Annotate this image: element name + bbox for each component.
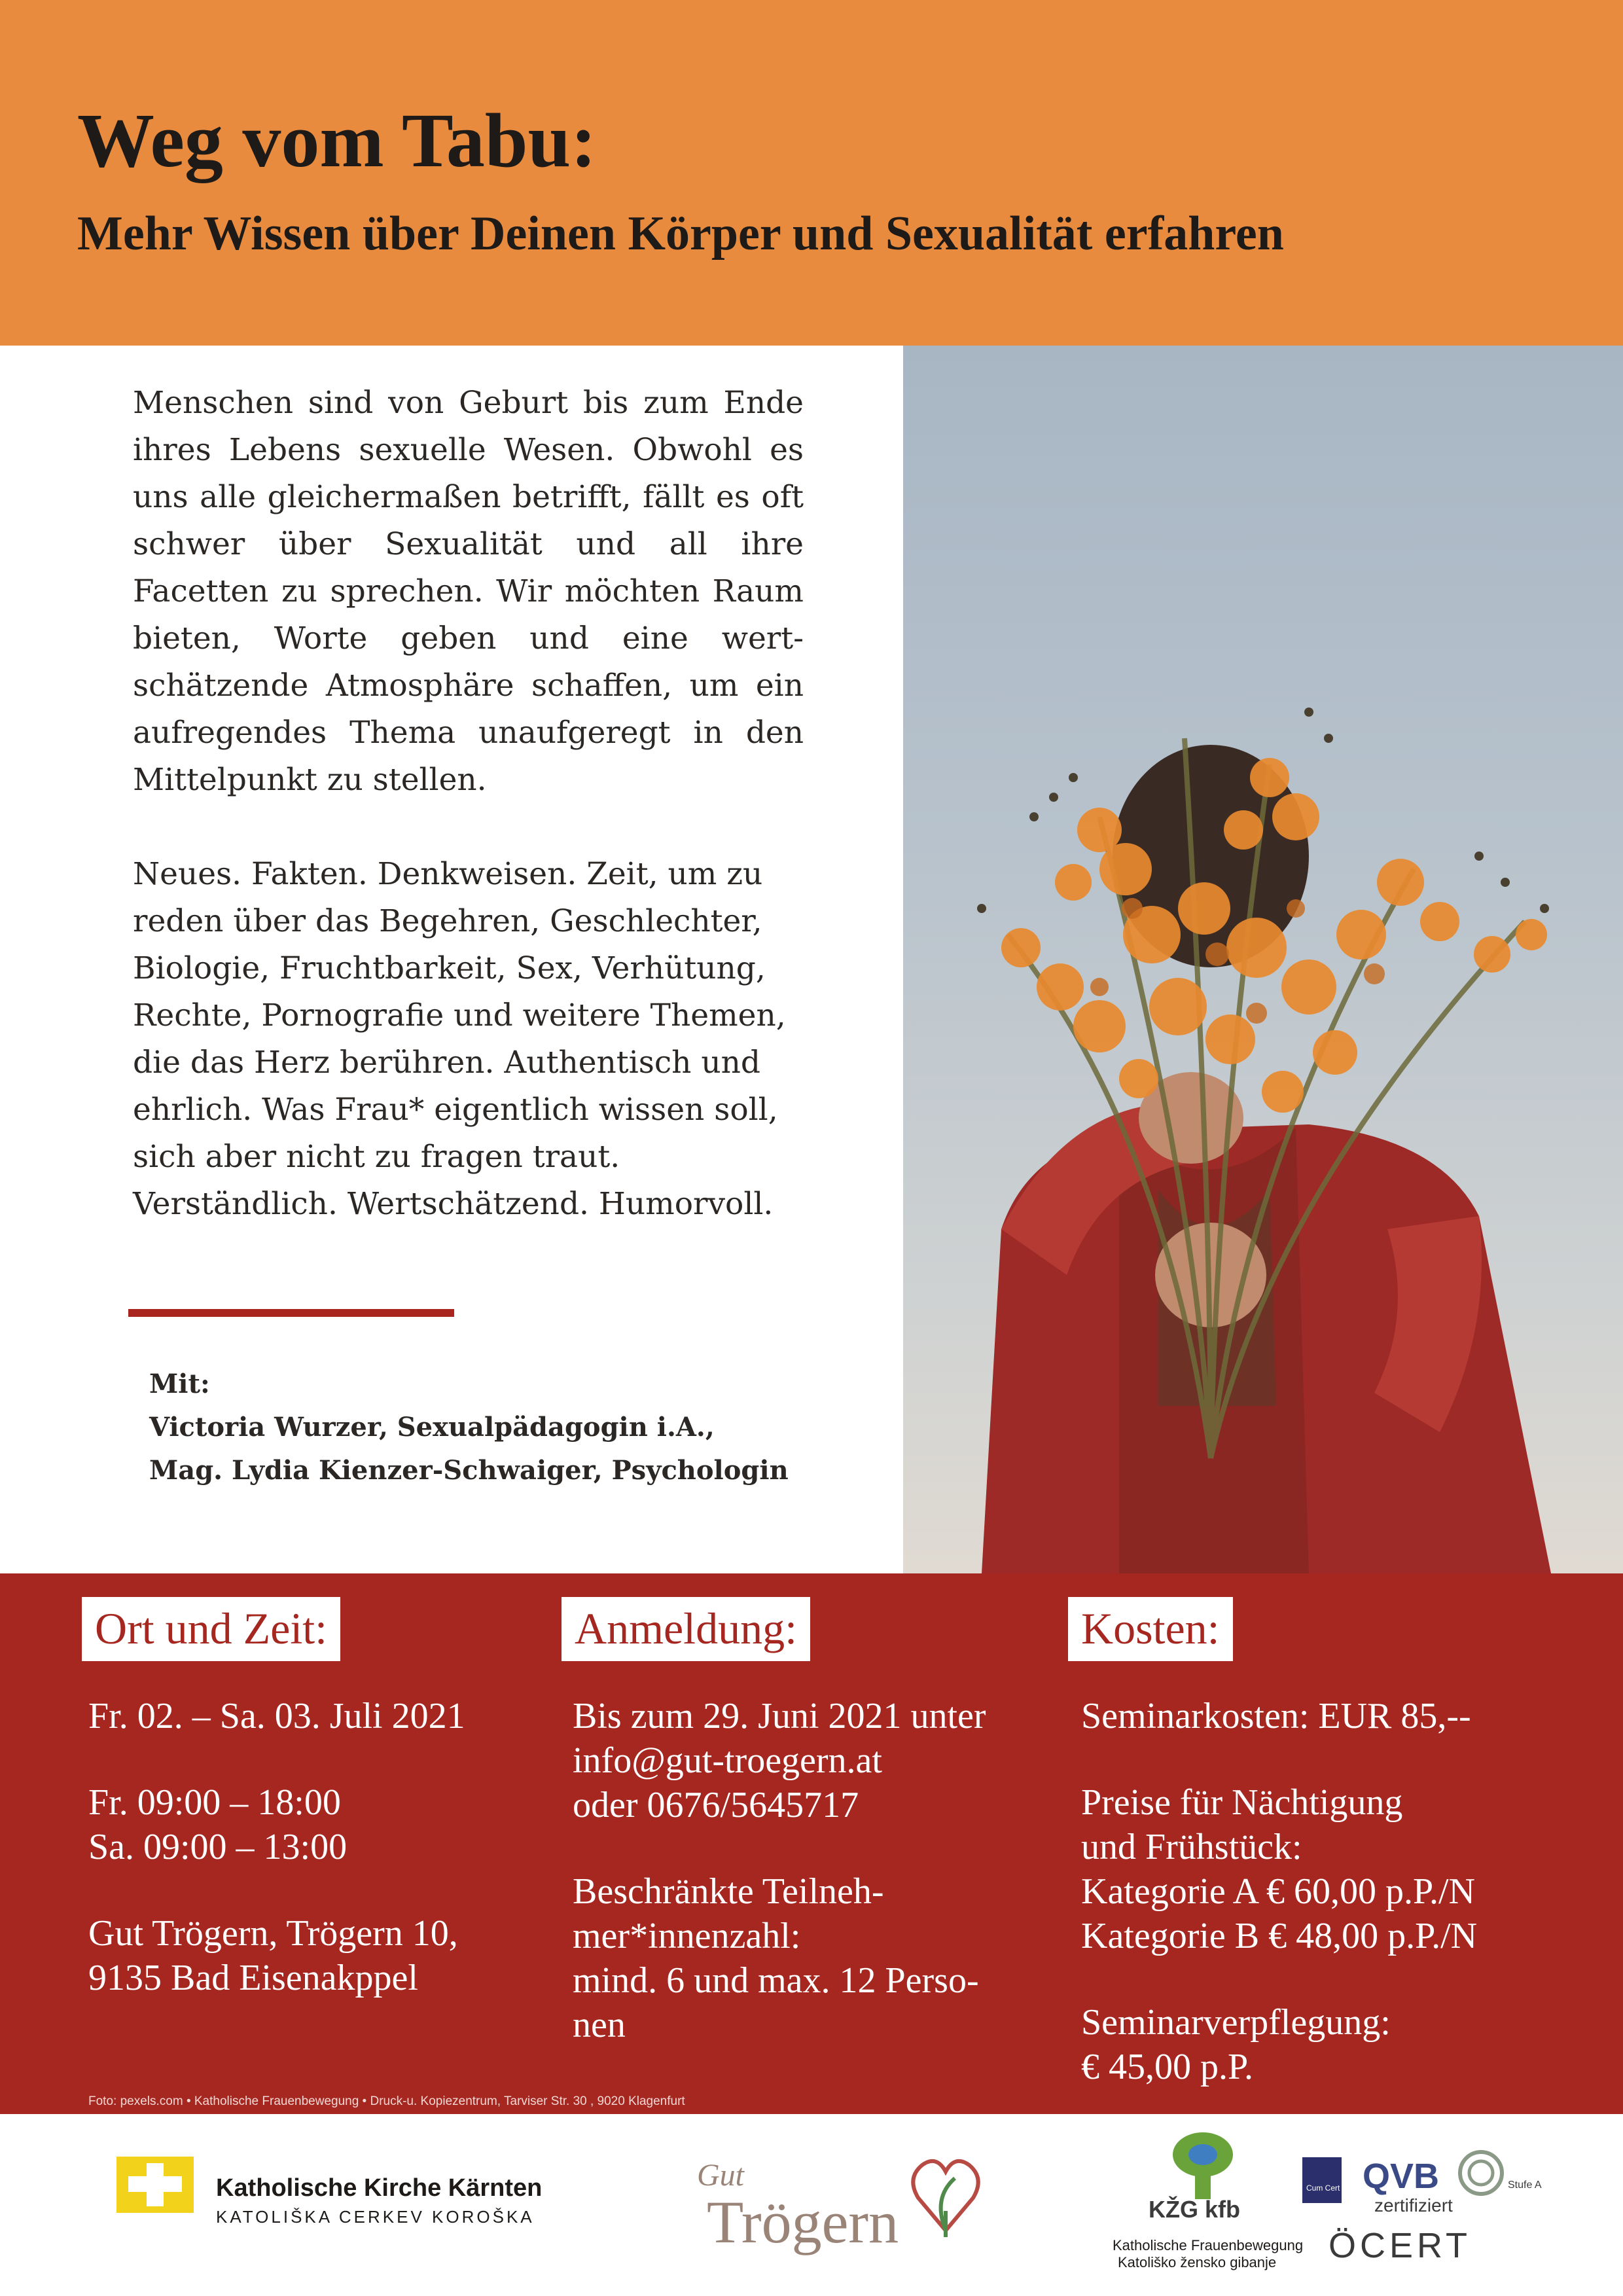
ort-column <box>88 1694 546 2000</box>
kirche-name-slovene: KATOLIŠKA CERKEV KOROŠKA <box>216 2207 535 2227</box>
speakers-label: Mit: <box>149 1369 210 1399</box>
ort-venue-1: Gut Trögern, Trögern 10, <box>88 1913 458 1954</box>
kosten-preise-1: Preise für Nächtigung <box>1081 1782 1403 1823</box>
anmeldung-line-1: Bis zum 29. Juni 2021 unter <box>573 1696 986 1736</box>
ort-venue-2: 9135 Bad Eisenakppel <box>88 1958 418 1998</box>
kosten-verpflegung-price: € 45,00 p.P. <box>1081 2047 1253 2087</box>
qvb-logo-text: QVB <box>1363 2157 1440 2196</box>
photo-illustration <box>903 346 1623 1573</box>
anmeldung-limit-1: Beschränkte Teilneh- <box>573 1871 884 1912</box>
kirche-cross-icon <box>116 2157 194 2213</box>
kosten-preise-2: und Frühstück: <box>1081 1827 1302 1867</box>
kfb-name-slovene: Katoliško žensko gibanje <box>1118 2254 1277 2270</box>
ort-time-sa: Sa. 09:00 – 13:00 <box>88 1827 348 1867</box>
kosten-kat-b: Kategorie B € 48,00 p.P./N <box>1081 1916 1478 1956</box>
kosten-verpflegung-label: Seminarverpflegung: <box>1081 2002 1391 2043</box>
kosten-seminar: Seminarkosten: EUR 85,-- <box>1081 1696 1471 1736</box>
qvb-zertifiziert: zertifiziert <box>1374 2195 1453 2215</box>
kosten-kat-a: Kategorie A € 60,00 p.P./N <box>1081 1871 1475 1912</box>
kfb-name: Katholische Frauenbewegung <box>1113 2237 1304 2253</box>
qvb-stufe: Stufe A <box>1508 2179 1542 2191</box>
kfb-figure-icon <box>1157 2130 1242 2202</box>
info-band <box>0 1573 1623 2114</box>
section-divider <box>128 1309 454 1317</box>
photo-credit-footnote: Foto: pexels.com • Katholische Frauenbewegung • Druck-u. Kopiezentrum, Tarviser Str. 30 , 9020 Klagenfurt <box>88 2094 685 2108</box>
page-title: Weg vom Tabu: <box>77 98 597 183</box>
speakers-block <box>149 1363 789 1492</box>
intro-closing: Verständlich. Wertschätzend. Humorvoll. <box>133 1186 774 1222</box>
intro-paragraph-2: Neues. Fakten. Denkweisen. Zeit, um zu reden über das Begehren, Geschlechter, Biologie, Fruchtbarkeit, Sex, Verhütung, Rechte, Pornografie und weitere Themen, die das Herz berühren. Authentisch und ehrlich. Was Frau* eigentlich wissen soll, sich aber nicht zu fragen traut. <box>133 856 786 1175</box>
ort-time-fr: Fr. 09:00 – 18:00 <box>88 1782 341 1823</box>
header-banner <box>0 0 1623 346</box>
kosten-column <box>1081 1694 1605 2089</box>
intro-text <box>133 380 804 1228</box>
qvb-circle-icon <box>1456 2148 1506 2198</box>
anmeldung-email[interactable]: info@gut-troegern.at <box>573 1740 882 1781</box>
kzg-kfb-letters: KŽG kfb <box>1149 2196 1240 2223</box>
anmeldung-heading: Anmeldung: <box>562 1597 810 1661</box>
ort-date: Fr. 02. – Sa. 03. Juli 2021 <box>88 1696 465 1736</box>
anmeldung-limit-4: nen <box>573 2005 626 2045</box>
cumcert-badge: Cum Cert <box>1302 2157 1342 2203</box>
anmeldung-phone: oder 0676/5645717 <box>573 1785 859 1825</box>
anmeldung-limit-2: mer*innenzahl: <box>573 1916 801 1956</box>
flower-bouquet-photo <box>903 346 1623 1573</box>
troegern-label: Trögern <box>707 2189 899 2255</box>
anmeldung-limit-3: mind. 6 und max. 12 Perso- <box>573 1960 979 2001</box>
page-subtitle: Mehr Wissen über Deinen Körper und Sexualität erfahren <box>77 207 1284 260</box>
speaker-2: Mag. Lydia Kienzer-Schwaiger, Psychologin <box>149 1455 789 1486</box>
gut-label: Gut <box>697 2158 744 2193</box>
kosten-heading: Kosten: <box>1068 1597 1233 1661</box>
intro-paragraph-1: Menschen sind von Geburt bis zum Ende ihres Lebens sexuelle Wesen. Obwohl es uns alle gleichermaßen betrifft, fällt es oft schwer über Sexualität und all ihre Facetten zu sprechen. Wir möchten Raum bieten, Worte geben und eine wert-schätzende Atmosphäre schaffen, um ein aufregendes Thema unaufgeregt in den Mittelpunkt zu stellen. <box>133 385 804 798</box>
speaker-1: Victoria Wurzer, Sexualpädagogin i.A., <box>149 1412 715 1443</box>
ort-heading: Ort und Zeit: <box>82 1597 340 1661</box>
troegern-heart-icon <box>906 2145 985 2244</box>
anmeldung-column <box>573 1694 1070 2047</box>
kirche-name: Katholische Kirche Kärnten <box>216 2174 543 2202</box>
oecert-logo-text: ÖCERT <box>1329 2226 1472 2265</box>
logo-footer <box>0 2114 1623 2296</box>
